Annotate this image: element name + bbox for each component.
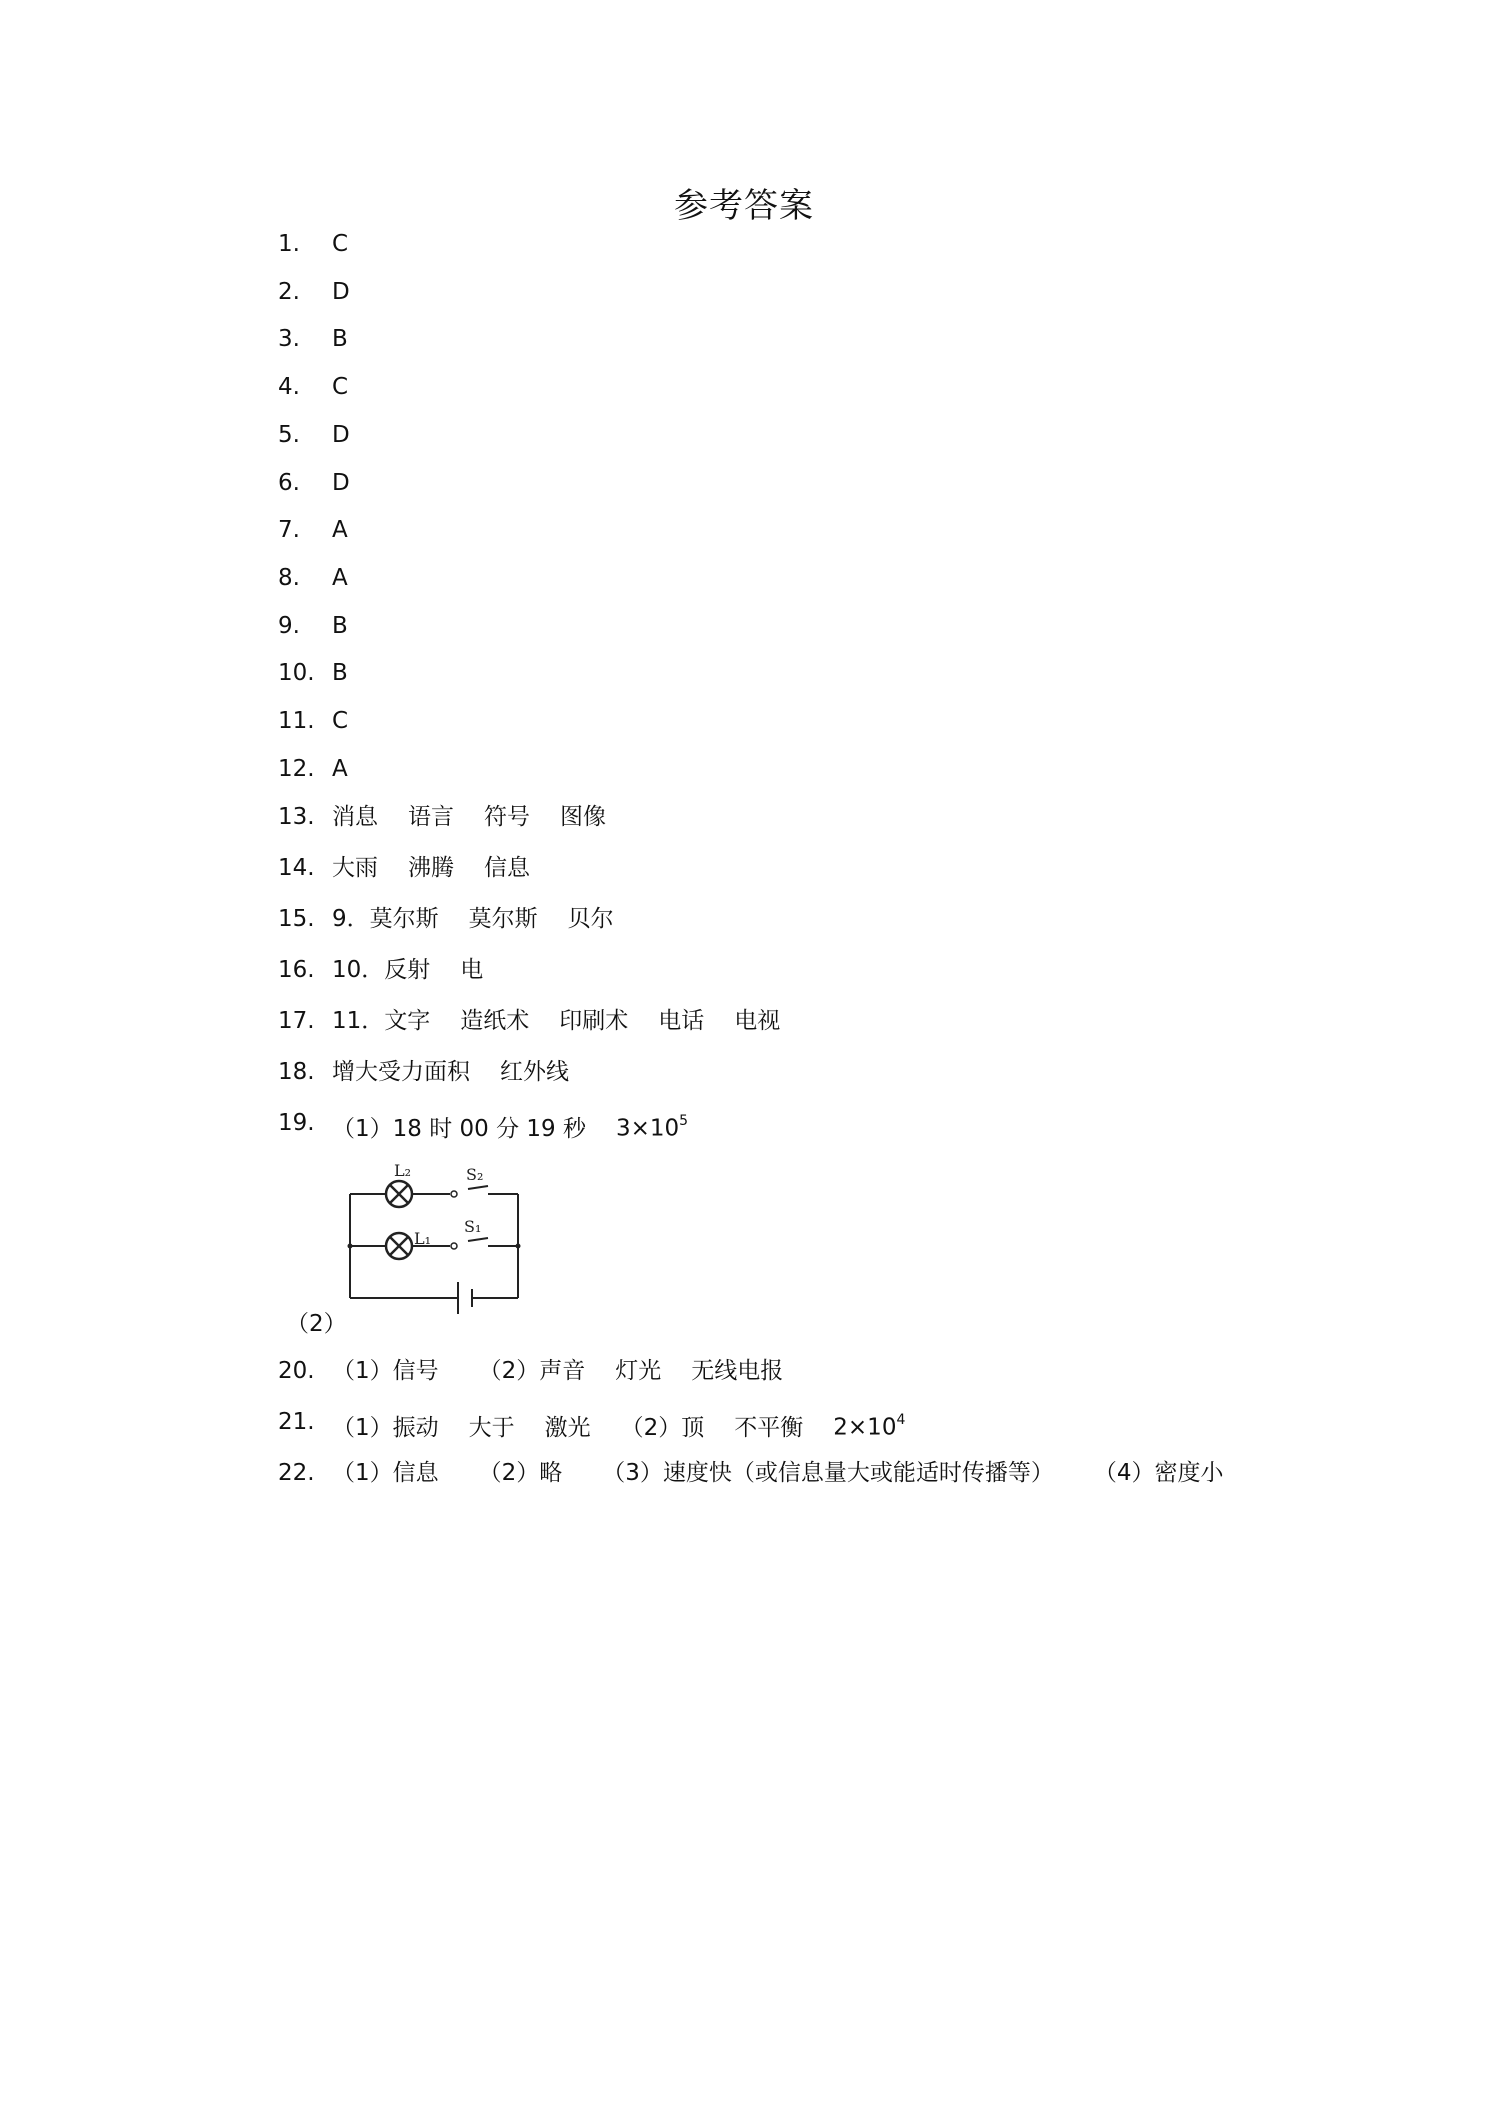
switch-contact [451,1243,457,1249]
question-number: 15. [278,906,315,932]
answer-part: 贝尔 [567,906,614,932]
question-number: 17. [278,1008,315,1034]
scientific-exponent: 4 [896,1412,906,1428]
answer-text: C [332,231,349,257]
answer-part: 电 [460,957,484,983]
answer-lead: 10． [332,957,385,983]
answer-text [332,1103,688,1149]
answer-part: 莫尔斯 [369,906,439,932]
sub-question-label: （2） [478,1358,540,1384]
answer-part: （4）密度小 [1093,1460,1224,1486]
sub-question-label: （2） [620,1414,682,1441]
answer-part: （1）信息 [332,1460,439,1486]
answer-text [332,1001,780,1041]
answer-part: 增大受力面积 [332,1059,470,1085]
switch-contact [451,1191,457,1197]
switch-top-label: S₂ [466,1165,484,1184]
answer-text [332,1052,569,1092]
question-number: 4. [278,374,300,400]
answer-text: C [332,708,349,734]
answer-lead: 9． [332,906,370,932]
answer-part: 顶 [681,1414,705,1441]
junction-dot [516,1244,521,1249]
answer-part: 莫尔斯 [468,906,538,932]
answer-part: 红外线 [500,1059,569,1085]
circuit-diagram [330,1156,530,1326]
answer-part: 信号 [392,1358,439,1384]
circuit-wires [350,1186,518,1314]
answer-lead: 11． [332,1008,385,1034]
answer-part: 大雨 [332,855,378,881]
question-number: 8. [278,565,300,591]
answer-part: 文字 [384,1008,431,1034]
answer-part: 大于 [468,1414,515,1441]
answer-part: 振动 [392,1414,439,1441]
sub-question-label: （1） [332,1115,393,1142]
question-number: 13. [278,804,315,830]
question-number: 21. [278,1409,315,1435]
answer-part: 声音 [539,1358,586,1384]
answer-part: 无线电报 [691,1358,784,1384]
sub-question-label: （2） [286,1311,347,1337]
question-number: 14. [278,855,315,881]
answer-part: 不平衡 [734,1414,804,1441]
answer-part: 电视 [734,1008,781,1034]
answer-text: D [332,470,350,496]
answer-text [332,1453,1224,1493]
question-number: 7. [278,517,300,543]
answer-text [332,899,614,939]
answer-text: A [332,756,348,782]
answer-part: 电话 [658,1008,705,1034]
answer-part [616,1103,688,1149]
scientific-exponent: 5 [679,1113,689,1129]
sub-question-label: （1） [332,1358,393,1384]
answer-text: D [332,279,350,305]
answer-part: 激光 [544,1414,591,1441]
question-number: 2. [278,279,300,305]
page-title: 参考答案 [674,186,814,226]
question-number: 16. [278,957,315,983]
junction-dot [348,1244,353,1249]
answer-part [833,1402,905,1448]
answer-text: A [332,565,348,591]
question-number: 6. [278,470,300,496]
answer-text [332,797,606,837]
lamp-top-label: L₂ [394,1161,412,1180]
answer-part: 消息 [332,804,378,830]
answer-text: A [332,517,348,543]
switch-bottom-label: S₁ [464,1217,482,1236]
answer-text: C [332,374,349,400]
question-number: 19. [278,1110,315,1136]
sub-question-label: （1） [332,1414,393,1441]
answer-part: （2）略 [478,1460,563,1486]
answer-part: 灯光 [615,1358,662,1384]
answer-text [332,950,483,990]
answer-part: 信息 [484,855,530,881]
answer-part: 图像 [560,804,606,830]
scientific-base: 2×10 [833,1414,897,1441]
answer-part: 印刷术 [559,1008,629,1034]
answer-part: 反射 [384,957,431,983]
question-number: 20. [278,1358,315,1384]
answer-part: 沸腾 [408,855,454,881]
question-number: 5. [278,422,300,448]
answer-part: （3）速度快（或信息量大或能适时传播等） [602,1460,1054,1486]
answer-part: 符号 [484,804,530,830]
answer-text: B [332,660,348,686]
answer-text: B [332,326,348,352]
answer-text [332,1402,905,1448]
answer-text: D [332,422,350,448]
lamp-bottom-label: L₁ [414,1229,432,1248]
question-number: 18. [278,1059,315,1085]
answer-text [332,1351,783,1391]
lamp-l1-icon [386,1233,412,1259]
answer-part: 18 时 00 分 19 秒 [392,1115,586,1142]
question-number: 9. [278,613,300,639]
question-number: 11. [278,708,315,734]
answer-part: 造纸术 [460,1008,530,1034]
question-number: 1. [278,231,300,257]
question-number: 10. [278,660,315,686]
question-number: 12. [278,756,315,782]
answer-text: B [332,613,348,639]
question-number: 22. [278,1460,315,1486]
question-number: 3. [278,326,300,352]
lamp-l2-icon [386,1181,412,1207]
answer-part: 语言 [408,804,454,830]
scientific-base: 3×10 [616,1115,680,1142]
answer-text [332,848,530,888]
